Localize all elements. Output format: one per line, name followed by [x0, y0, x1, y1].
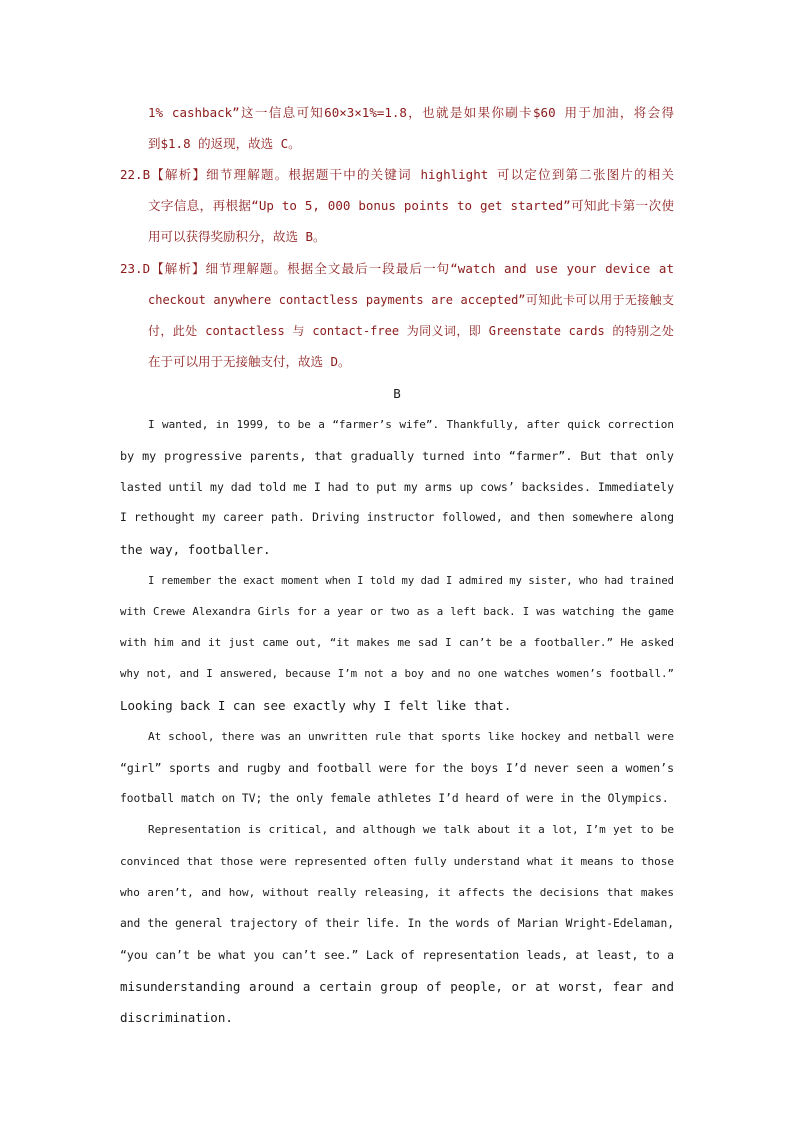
answer-22-line-1: 22.B【解析】细节理解题。根据题干中的关键词 highlight 可以定位到第二张图片的相关	[120, 167, 674, 182]
passage-p4-line-5: “you can’t be what you can’t see.” Lack of representation leads, at least, to a	[120, 948, 674, 962]
answer-23-line-4: 在于可以用于无接触支付，故选 D。	[148, 354, 351, 369]
passage-p4-line-2: convinced that those were represented often fully understand what it means to those	[120, 855, 674, 868]
passage-p4-line-1: Representation is critical, and although we talk about it a lot, I’m yet to be	[148, 823, 674, 836]
passage-p4-line-4: and the general trajectory of their life. In the words of Marian Wright-Edelaman,	[120, 917, 674, 930]
passage-p1-line-2: by my progressive parents, that gradually turned into “farmer”. But that only	[120, 449, 674, 463]
passage-p1-line-3: lasted until my dad told me I had to put my arms up cows’ backsides. Immediately	[120, 480, 674, 494]
section-label: B	[393, 386, 401, 401]
answer-21-line-1: 1% cashback”这一信息可知60×3×1%=1.8，也就是如果你刷卡$60 用于加油，将会得	[148, 105, 674, 120]
answer-22-line-3: 用可以获得奖励积分，故选 B。	[148, 229, 326, 244]
passage-p4-line-7: discrimination.	[120, 1010, 233, 1025]
passage-p1-line-4: I rethought my career path. Driving instructor followed, and then somewhere along	[120, 511, 674, 524]
passage-p2-line-4: why not, and I answered, because I’m not a boy and no one watches women’s football.”	[120, 667, 674, 680]
passage-p3-line-3: football match on TV; the only female athletes I’d heard of were in the Olympics.	[120, 792, 669, 805]
answer-23-line-2: checkout anywhere contactless payments are accepted”可知此卡可以用于无接触支	[148, 293, 674, 307]
passage-p2-line-5: Looking back I can see exactly why I felt like that.	[120, 698, 512, 713]
passage-p4-line-3: who aren’t, and how, without really releasing, it affects the decisions that makes	[120, 886, 674, 899]
passage-p1-line-5: the way, footballer.	[120, 542, 271, 557]
passage-p1-line-1: I wanted, in 1999, to be a “farmer’s wife”. Thankfully, after quick correction	[148, 418, 674, 431]
answer-21-line-2: 到$1.8 的返现，故选 C。	[148, 136, 301, 151]
answer-23-line-1: 23.D【解析】细节理解题。根据全文最后一段最后一句“watch and use your device at	[120, 261, 674, 276]
passage-p4-line-6: misunderstanding around a certain group of people, or at worst, fear and	[120, 979, 674, 994]
passage-p2-line-3: with him and it just came out, “it makes me sad I can’t be a footballer.” He asked	[120, 636, 674, 649]
answer-23-line-3: 付，此处 contactless 与 contact-free 为同义词，即 Greenstate cards 的特别之处	[148, 324, 674, 338]
passage-p3-line-2: “girl” sports and rugby and football were for the boys I’d never seen a women’s	[120, 761, 674, 775]
passage-p3-line-1: At school, there was an unwritten rule that sports like hockey and netball were	[148, 730, 674, 743]
passage-p2-line-2: with Crewe Alexandra Girls for a year or two as a left back. I was watching the game	[120, 605, 674, 618]
passage-p2-line-1: I remember the exact moment when I told my dad I admired my sister, who had trained	[148, 575, 674, 587]
answer-22-line-2: 文字信息，再根据“Up to 5, 000 bonus points to get started”可知此卡第一次使	[148, 198, 674, 213]
